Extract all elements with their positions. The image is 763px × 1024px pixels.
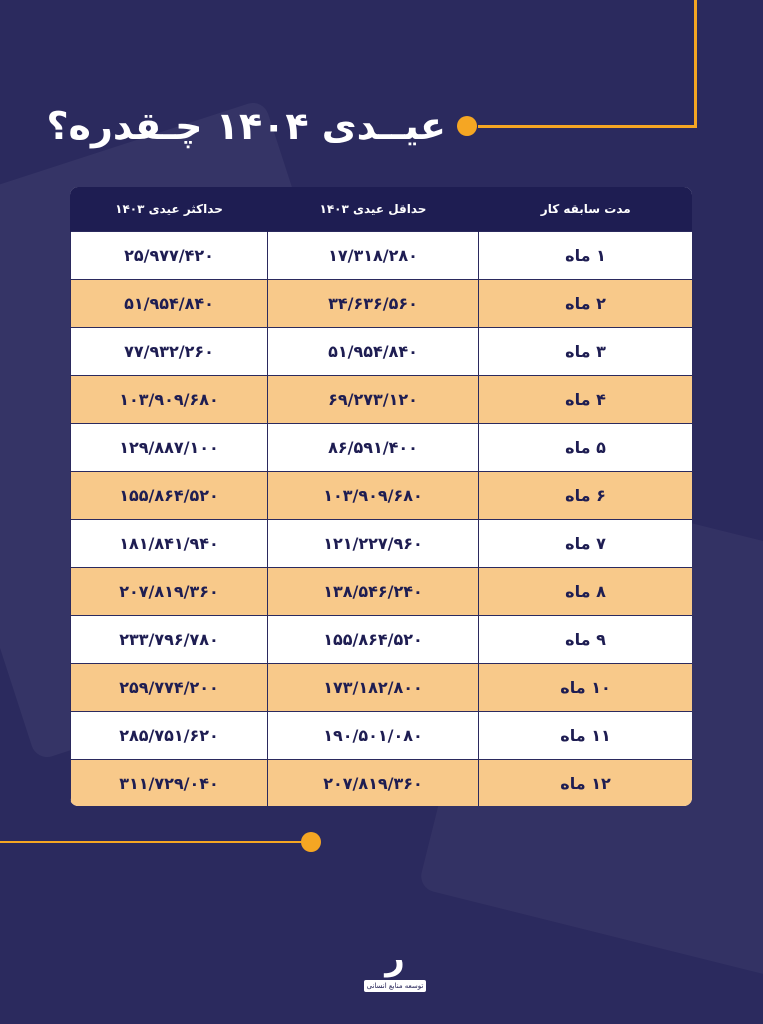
decor-dot-bottom	[301, 832, 321, 852]
cell-max-eidi: ۲۳۳/۷۹۶/۷۸۰	[71, 615, 268, 663]
cell-min-eidi: ۱۲۱/۲۲۷/۹۶۰	[268, 519, 479, 567]
cell-min-eidi: ۵۱/۹۵۴/۸۴۰	[268, 327, 479, 375]
cell-experience: ۳ ماه	[479, 327, 693, 375]
cell-min-eidi: ۳۴/۶۳۶/۵۶۰	[268, 279, 479, 327]
table-row	[71, 663, 693, 711]
cell-max-eidi: ۷۷/۹۳۲/۲۶۰	[71, 327, 268, 375]
cell-experience: ۴ ماه	[479, 375, 693, 423]
table-row	[71, 519, 693, 567]
table-row	[71, 423, 693, 471]
table-row	[71, 759, 693, 806]
cell-experience: ۱۱ ماه	[479, 711, 693, 759]
brand-logo	[360, 938, 430, 994]
cell-max-eidi: ۲۸۵/۷۵۱/۶۲۰	[71, 711, 268, 759]
table-header-row	[71, 187, 693, 231]
cell-experience: ۱ ماه	[479, 231, 693, 279]
cell-min-eidi: ۶۹/۲۷۳/۱۲۰	[268, 375, 479, 423]
cell-max-eidi: ۱۸۱/۸۴۱/۹۴۰	[71, 519, 268, 567]
table-row	[71, 327, 693, 375]
cell-max-eidi: ۱۰۳/۹۰۹/۶۸۰	[71, 375, 268, 423]
cell-min-eidi: ۱۷/۳۱۸/۲۸۰	[268, 231, 479, 279]
decor-line-vertical	[694, 0, 697, 128]
table-row	[71, 375, 693, 423]
header-experience: مدت سابقه کار	[479, 187, 693, 231]
cell-min-eidi: ۱۷۳/۱۸۲/۸۰۰	[268, 663, 479, 711]
decor-dot-top	[457, 116, 477, 136]
cell-experience: ۹ ماه	[479, 615, 693, 663]
cell-min-eidi: ۲۰۷/۸۱۹/۳۶۰	[268, 759, 479, 806]
cell-min-eidi: ۸۶/۵۹۱/۴۰۰	[268, 423, 479, 471]
cell-experience: ۲ ماه	[479, 279, 693, 327]
cell-min-eidi: ۱۳۸/۵۴۶/۲۴۰	[268, 567, 479, 615]
decor-line-top	[478, 125, 697, 128]
table-row	[71, 615, 693, 663]
cell-max-eidi: ۵۱/۹۵۴/۸۴۰	[71, 279, 268, 327]
page-title: عیــدی ۱۴۰۴ چـقدره؟	[46, 104, 446, 148]
cell-experience: ۸ ماه	[479, 567, 693, 615]
header-max-eidi: حداکثر عیدی ۱۴۰۳	[71, 187, 268, 231]
decor-line-bottom	[0, 841, 302, 843]
cell-min-eidi: ۱۹۰/۵۰۱/۰۸۰	[268, 711, 479, 759]
cell-max-eidi: ۳۱۱/۷۲۹/۰۴۰	[71, 759, 268, 806]
cell-experience: ۵ ماه	[479, 423, 693, 471]
header-min-eidi: حداقل عیدی ۱۴۰۳	[268, 187, 479, 231]
logo-caption: توسعه منابع انسانی	[364, 980, 426, 992]
cell-max-eidi: ۱۲۹/۸۸۷/۱۰۰	[71, 423, 268, 471]
eidi-table	[70, 187, 692, 806]
table-row	[71, 279, 693, 327]
cell-max-eidi: ۲۵۹/۷۷۴/۲۰۰	[71, 663, 268, 711]
cell-experience: ۷ ماه	[479, 519, 693, 567]
cell-max-eidi: ۲۵/۹۷۷/۴۲۰	[71, 231, 268, 279]
table-row	[71, 231, 693, 279]
cell-min-eidi: ۱۵۵/۸۶۴/۵۲۰	[268, 615, 479, 663]
cell-min-eidi: ۱۰۳/۹۰۹/۶۸۰	[268, 471, 479, 519]
table-row	[71, 471, 693, 519]
cell-max-eidi: ۲۰۷/۸۱۹/۳۶۰	[71, 567, 268, 615]
table-row	[71, 567, 693, 615]
cell-experience: ۱۲ ماه	[479, 759, 693, 806]
cell-experience: ۱۰ ماه	[479, 663, 693, 711]
cell-max-eidi: ۱۵۵/۸۶۴/۵۲۰	[71, 471, 268, 519]
logo-mark: ر	[385, 938, 405, 978]
cell-experience: ۶ ماه	[479, 471, 693, 519]
table-row	[71, 711, 693, 759]
